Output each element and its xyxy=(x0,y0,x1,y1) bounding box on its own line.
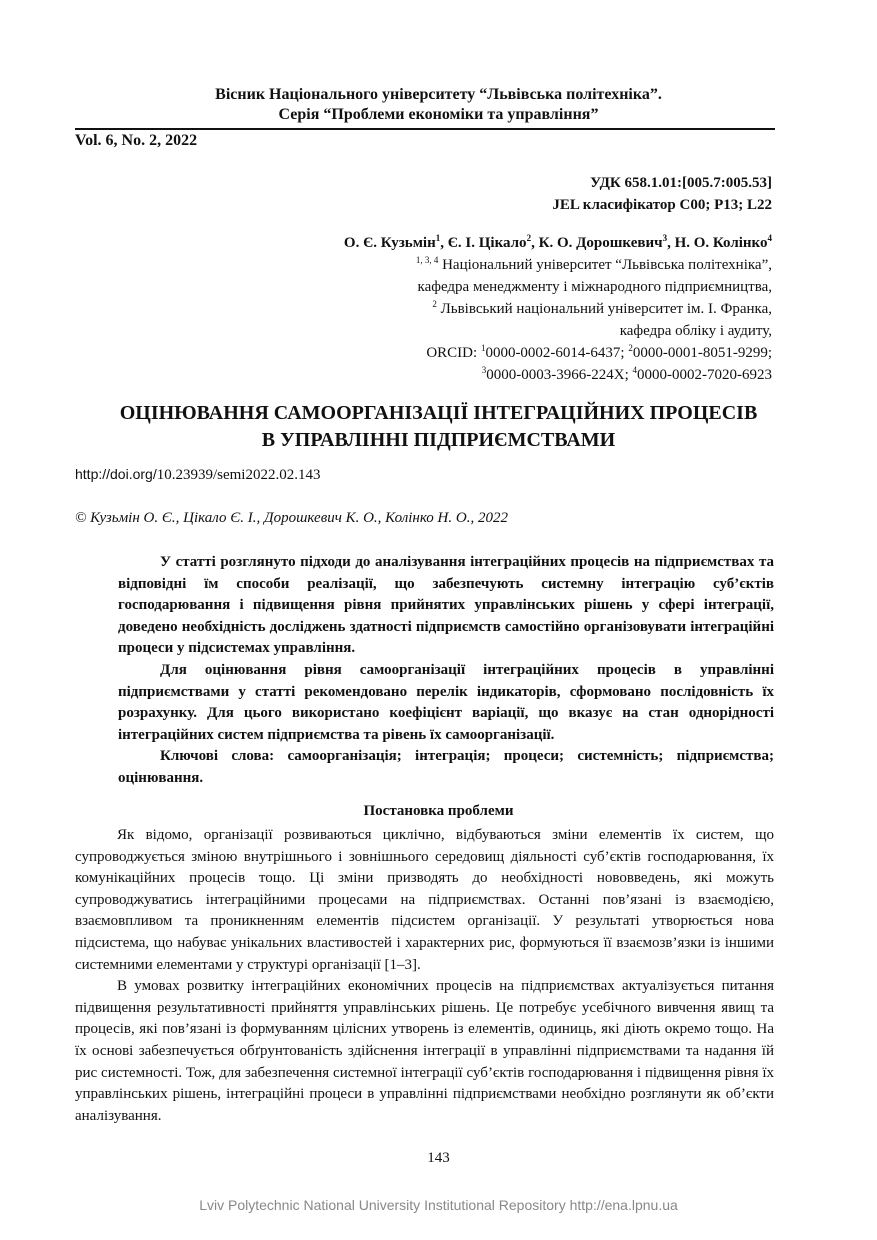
journal-title-line1: Вісник Національного університету “Львівська політехніка”. xyxy=(215,86,662,103)
affiliation-2: $^2$ Львівський національний університет ім. І. Франка, xyxy=(432,299,772,317)
repository-footer: Lviv Polytechnic National University Institutional Repository http://ena.lpnu.ua xyxy=(199,1197,678,1213)
author-name: О. Є. Кузьмін xyxy=(343,235,436,251)
classification xyxy=(552,172,772,216)
volume-label: Vol. 6, No. 2, 2022 xyxy=(75,132,198,149)
author-sup: 1 xyxy=(435,233,441,243)
section-heading: Постановка проблеми xyxy=(363,803,514,819)
journal-title-line2: Серія “Проблеми економіки та управління” xyxy=(278,106,599,123)
author-name: Є. І. Цікало xyxy=(447,235,527,251)
author-sup: 2 xyxy=(526,233,532,243)
udc-code: УДК 658.1.01:[005.7:005.53] xyxy=(590,175,772,191)
copyright-line: © Кузьмін О. Є., Цікало Є. І., Дорошкевич К. О., Колінко Н. О., 2022 xyxy=(75,510,508,526)
author-list: О. Є. Кузьмін$^1$, Є. І. Цікало$^2$, К. О. Дорошкевич$^3$, Н. О. Колінко$^4$ xyxy=(343,233,772,251)
doi-host[interactable]: http://doi.org/ xyxy=(75,466,157,482)
orcid-line-2: $^3$0000-0003-3966-224X; $^4$0000-0002-7020-6923 xyxy=(481,365,772,383)
jel-code: JEL класифікатор C00; P13; L22 xyxy=(552,197,772,213)
doi-link[interactable] xyxy=(75,466,320,484)
author-sup: 3 xyxy=(662,233,668,243)
affiliation-1: $^{1, 3, 4}$ Національний університет “Львівська політехніка”, xyxy=(415,255,772,273)
orcid-line-1: ORCID: $^1$0000-0002-6014-6437; $^2$0000-0001-8051-9299; xyxy=(426,343,772,361)
abstract-paragraph-1: У статті розглянуто підходи до аналізування інтеграційних процесів на підприємствах та відповідні їм способи реалізації, що забезпечують системну інтеграцію суб’єктів господарювання і підвищення рівня прийнятих управлінських рішень у сфері інтеграції, доведено необхідність досліджень здатності підприємств самостійно організовувати інтеграційні процеси у підсистемах управління. xyxy=(118,554,774,657)
page-number: 143 xyxy=(427,1150,450,1166)
journal-title xyxy=(0,85,877,125)
affiliation-2-dept: кафедра обліку і аудиту, xyxy=(619,323,772,339)
body-text xyxy=(75,825,774,1127)
header-rule xyxy=(75,128,775,130)
article-title-line1: ОЦІНЮВАННЯ САМООРГАНІЗАЦІЇ ІНТЕГРАЦІЙНИХ ПРОЦЕСІВ xyxy=(119,402,758,424)
affiliation-1-dept: кафедра менеджменту і міжнародного підприємництва, xyxy=(417,279,772,295)
abstract xyxy=(118,552,774,790)
abstract-paragraph-2: Для оцінювання рівня самоорганізації інтеграційних процесів в управлінні підприємствами у статті рекомендовано перелік індикаторів, сформовано послідовність їх розрахунку. Для цього використано коефіцієнт варіації, що вказує на стан однорідності інтеграційних систем підприємства та рівень їх самоорганізації. xyxy=(118,661,774,743)
author-block xyxy=(344,232,772,386)
author-name: Н. О. Колінко xyxy=(674,235,768,251)
article-title-line2: В УПРАВЛІННІ ПІДПРИЄМСТВАМИ xyxy=(261,429,616,451)
doi-id[interactable]: 10.23939/semi2022.02.143 xyxy=(156,467,321,483)
keywords: Ключові слова: самоорганізація; інтеграція; процеси; системність; підприємства; оцінювання. xyxy=(118,748,774,786)
body-paragraph-2: В умовах розвитку інтеграційних економічних процесів на підприємствах актуалізується питання підвищення результативності прийняття управлінських рішень. Це потребує усебічного вивчення явищ та процесів, які пов’язані із формуванням цілісних утворень із елементів, одиниць, які діють окремо тощо. На їх основі забезпечується обґрунтованість здійснення інтеграції в управлінні підприємствами та надання їй рис системності. Тож, для забезпечення системної інтеграції суб’єктів господарювання і підвищення рівня їх управлінських рішень, інтеграційні процеси в управлінні підприємствами необхідно розглянути як об’єкти аналізування. xyxy=(75,978,774,1124)
author-sup: 4 xyxy=(767,233,772,243)
author-name: К. О. Дорошкевич xyxy=(538,235,663,251)
body-paragraph-1: Як відомо, організації розвиваються циклічно, відбуваються зміни елементів їх систем, що супроводжується зміною внутрішнього і зовнішнього середовищ діяльності суб’єктів господарювання, їх комунікаційних процесів тощо. Ці зміни призводять до необхідності нововведень, які можуть супроводжуватись інтеграційними процесами на підприємствах. Останні пов’язані із взаємодією, взаємовпливом та проникненням елементів підсистем організації. У результаті утворюється нова підсистема, що набуває унікальних властивостей і характерних рис, формуються її взаємозв’язки із іншими системними елементами у структурі організації [1–3]. xyxy=(75,827,774,973)
article-title xyxy=(0,400,877,454)
